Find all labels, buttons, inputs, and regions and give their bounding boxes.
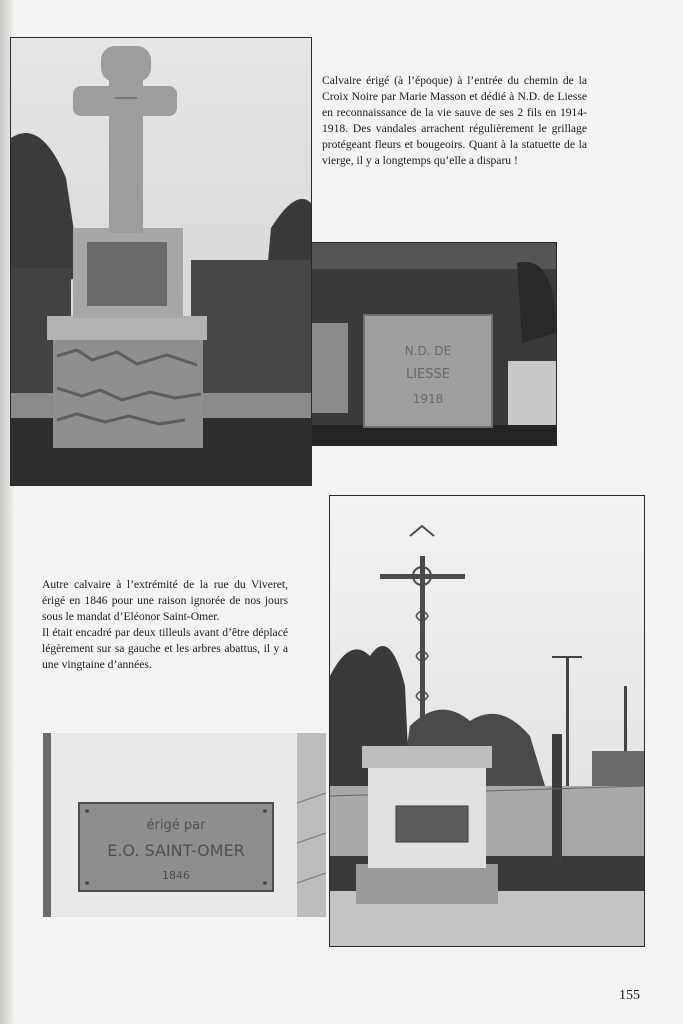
photo-saint-omer-plaque <box>43 733 326 917</box>
saint-omer-plaque-line2: E.O. SAINT-OMER <box>107 841 245 860</box>
saint-omer-plaque-line3: 1846 <box>162 869 190 882</box>
liesse-plaque-line1: N.D. DE <box>404 344 452 358</box>
liesse-plaque-line2: LIESSE <box>405 367 451 382</box>
caption-calvaire-viveret: Autre calvaire à l’extrémité de la rue du Viveret, érigé en 1846 pour une raison ignorée de nos jours sous le mandat d’Eléonor Saint-Omer. Il était encadré par deux tilleuls avant d’être déplacé légèrement sur sa gauche et les arbres abattus, il y a une vingtaine d’années. <box>42 578 288 671</box>
caption-calvaire-croix-noire: Calvaire érigé (à l’époque) à l’entrée du chemin de la Croix Noire par Marie Masson et dédié à N.D. de Liesse en reconnaissance de la vie sauve de ses 2 fils en 1914-1918. Des vandales arrachent régulièrement le grillage protégeant fleurs et bougeoirs. Quant à la statuette de la vierge, il y a longtemps qu’elle a disparu ! <box>322 74 587 167</box>
liesse-plaque-line3: 1918 <box>412 392 444 406</box>
saint-omer-plaque-line1: érigé par <box>146 818 206 833</box>
photo-stone-calvary <box>10 37 312 486</box>
photo-iron-cross-calvary <box>329 495 645 947</box>
photo-liesse-plaque <box>311 242 557 446</box>
page-number: 155 <box>619 988 640 1003</box>
